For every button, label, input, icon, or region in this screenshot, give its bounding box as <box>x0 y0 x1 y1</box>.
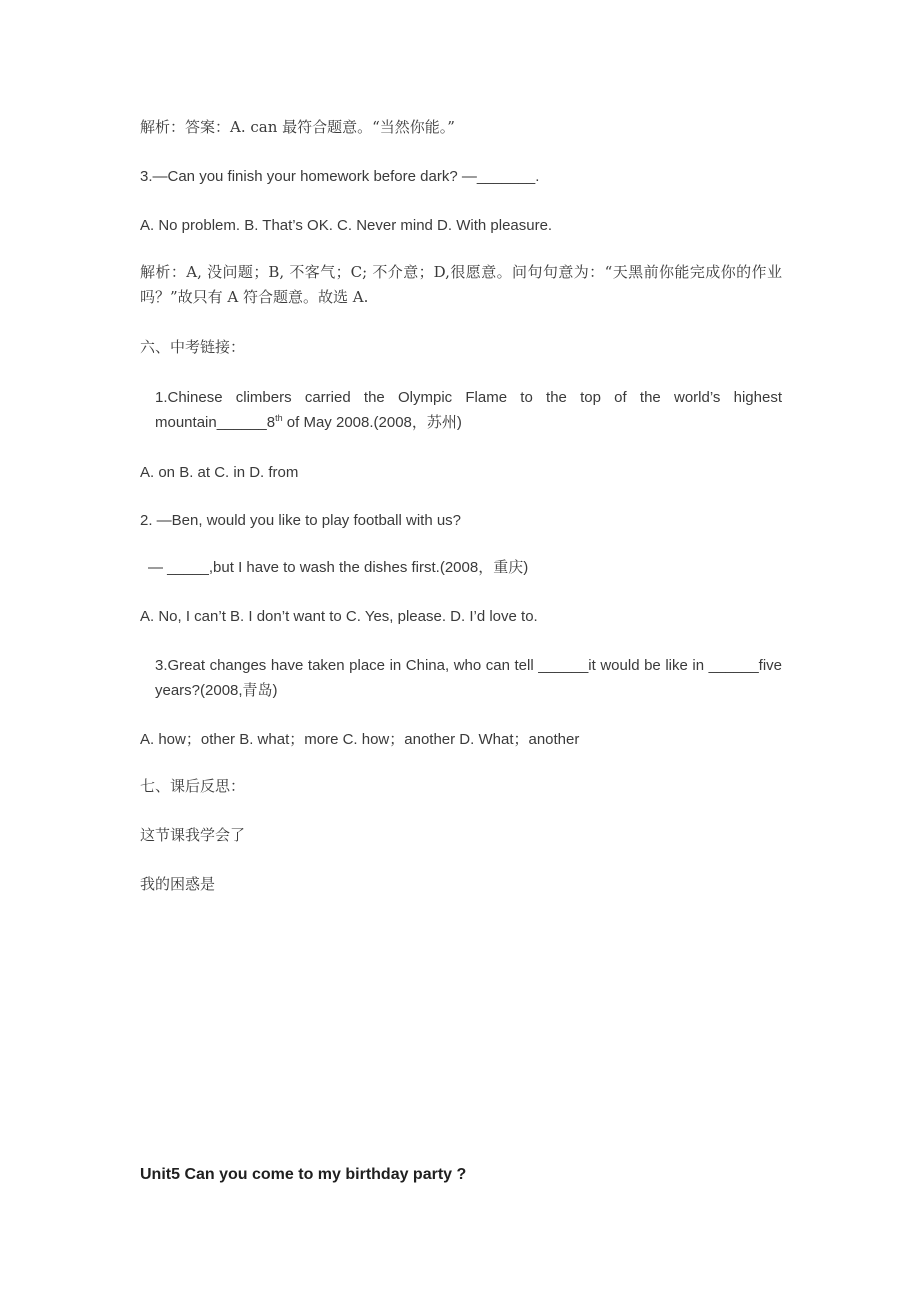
link-question-1-source: of May 2008.(2008，苏州) <box>282 414 462 431</box>
link-question-2-options: A. No, I can’t B. I don’t want to C. Yes, please. D. I’d love to. <box>140 608 538 625</box>
link-question-1-stem <box>155 385 782 435</box>
link-question-2-stem: 2. —Ben, would you like to play football with us? <box>140 512 462 529</box>
ordinal-suffix: th <box>275 413 283 423</box>
reflection-confusion: 我的困惑是 <box>140 875 216 893</box>
reflection-learned: 这节课我学会了 <box>140 826 246 844</box>
section-6-title: 六、中考链接： <box>140 338 246 356</box>
analysis-q3: 解析：A, 没问题；B, 不客气；C; 不介意；D,很愿意。问句句意为：“天黑前你能完成你的作业吗？”故只有 A 符合题意。故选 A. <box>140 263 782 306</box>
section-7-title: 七、课后反思： <box>140 777 246 795</box>
question-3-stem: 3.—Can you finish your homework before dark? —_______. <box>140 168 540 185</box>
link-question-1-text: 1.Chinese climbers carried the Olympic Flame to the top of the world’s highest mountain______8 <box>155 389 782 431</box>
unit-title: Unit5 Can you come to my birthday party ? <box>140 1166 467 1183</box>
link-question-3-stem: 3.Great changes have taken place in China, who can tell ______it would be like in ______five years?(2008,青岛) <box>155 657 782 699</box>
link-question-2-reply: — _____,but I have to wash the dishes first.(2008，重庆) <box>148 559 529 576</box>
question-3-options: A. No problem. B. That’s OK. C. Never mind D. With pleasure. <box>140 217 553 234</box>
link-question-3-options: A. how；other B. what；more C. how；another D. What；another <box>140 731 580 748</box>
analysis-q2: 解析：答案：A. can 最符合题意。“当然你能。” <box>140 118 455 136</box>
link-question-1-options: A. on B. at C. in D. from <box>140 464 299 481</box>
